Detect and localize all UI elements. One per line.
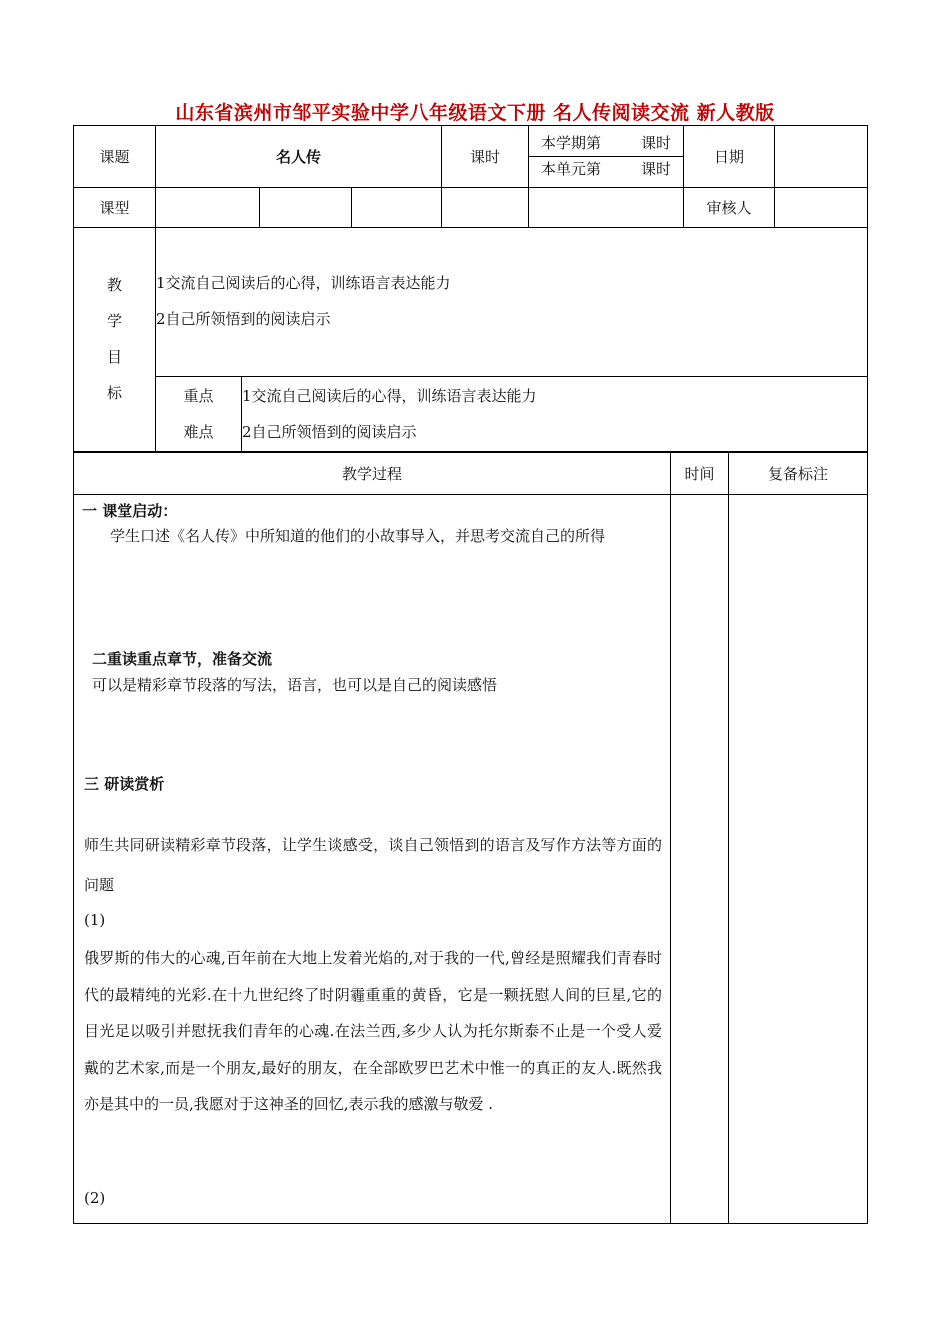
objectives-table xyxy=(73,227,868,453)
objectives-label: 教 学 目 标 xyxy=(74,227,156,452)
key-difficult-labels: 重点 难点 xyxy=(156,376,242,452)
date-label: 日期 xyxy=(684,126,775,188)
hours-label: 课时 xyxy=(442,126,529,188)
section-3-title: 三 研读赏析 xyxy=(84,775,165,793)
difficult-point: 2自己所领悟到的阅读启示 xyxy=(242,423,417,441)
hours-detail xyxy=(529,126,684,188)
process-header: 教学过程 xyxy=(74,452,671,495)
semester-hours: 本学期第 课时 xyxy=(529,131,683,157)
section-3-text: 师生共同研读精彩章节段落，让学生谈感受，谈自己领悟到的语言及写作方法等方面的问题 xyxy=(84,836,662,894)
section-2-text: 可以是精彩章节段落的写法，语言，也可以是自己的阅读感悟 xyxy=(92,676,498,694)
passage-2-marker: (2) xyxy=(84,1189,106,1207)
notes-column xyxy=(729,495,868,1224)
section-1-title: 一 课堂启动： xyxy=(82,502,178,520)
reviewer-value xyxy=(775,188,868,228)
key-point: 1交流自己阅读后的心得，训练语言表达能力 xyxy=(242,387,537,405)
objective-item: 1交流自己阅读后的心得，训练语言表达能力 xyxy=(156,274,451,293)
section-2-title: 二重读重点章节，准备交流 xyxy=(92,650,273,668)
passage-1: 俄罗斯的伟大的心魂,百年前在大地上发着光焰的,对于我的一代,曾经是照耀我们青春时代的最精纯的光彩.在十九世纪终了时阴霾重重的黄昏，它是一颗抚慰人间的巨星,它的目光足以吸引并慰抚我们青年的心魂.在法兰西,多少人认为托尔斯泰不止是一个受人爱戴的艺术家,而是一个朋友,最好的朋友，在全部欧罗巴艺术中惟一的真正的友人.既然我亦是其中的一员,我愿对于这神圣的回忆,表示我的感激与敬爱 . xyxy=(84,949,662,1114)
section-1-text: 学生口述《名人传》中所知道的他们的小故事导入，并思考交流自己的所得 xyxy=(110,527,606,545)
time-header: 时间 xyxy=(671,452,729,495)
passage-1-marker: (1) xyxy=(84,911,106,929)
type-cell-2 xyxy=(260,188,352,228)
type-cell-4 xyxy=(442,188,529,228)
header-table xyxy=(73,125,868,228)
objective-item: 2自己所领悟到的阅读启示 xyxy=(156,310,331,329)
topic-label: 课题 xyxy=(74,126,156,188)
reviewer-label: 审核人 xyxy=(684,188,775,228)
type-cell-5 xyxy=(529,188,684,228)
type-cell-1 xyxy=(156,188,260,228)
notes-header: 复备标注 xyxy=(729,452,868,495)
type-label: 课型 xyxy=(74,188,156,228)
time-column xyxy=(671,495,729,1224)
topic-value: 名人传 xyxy=(156,126,442,188)
date-value xyxy=(775,126,868,188)
unit-hours: 本单元第 课时 xyxy=(541,160,672,178)
key-difficult-values xyxy=(242,376,868,452)
document-title: 山东省滨州市邹平实验中学八年级语文下册 名人传阅读交流 新人教版 xyxy=(175,102,775,124)
type-cell-3 xyxy=(352,188,442,228)
objectives-list xyxy=(156,227,868,376)
